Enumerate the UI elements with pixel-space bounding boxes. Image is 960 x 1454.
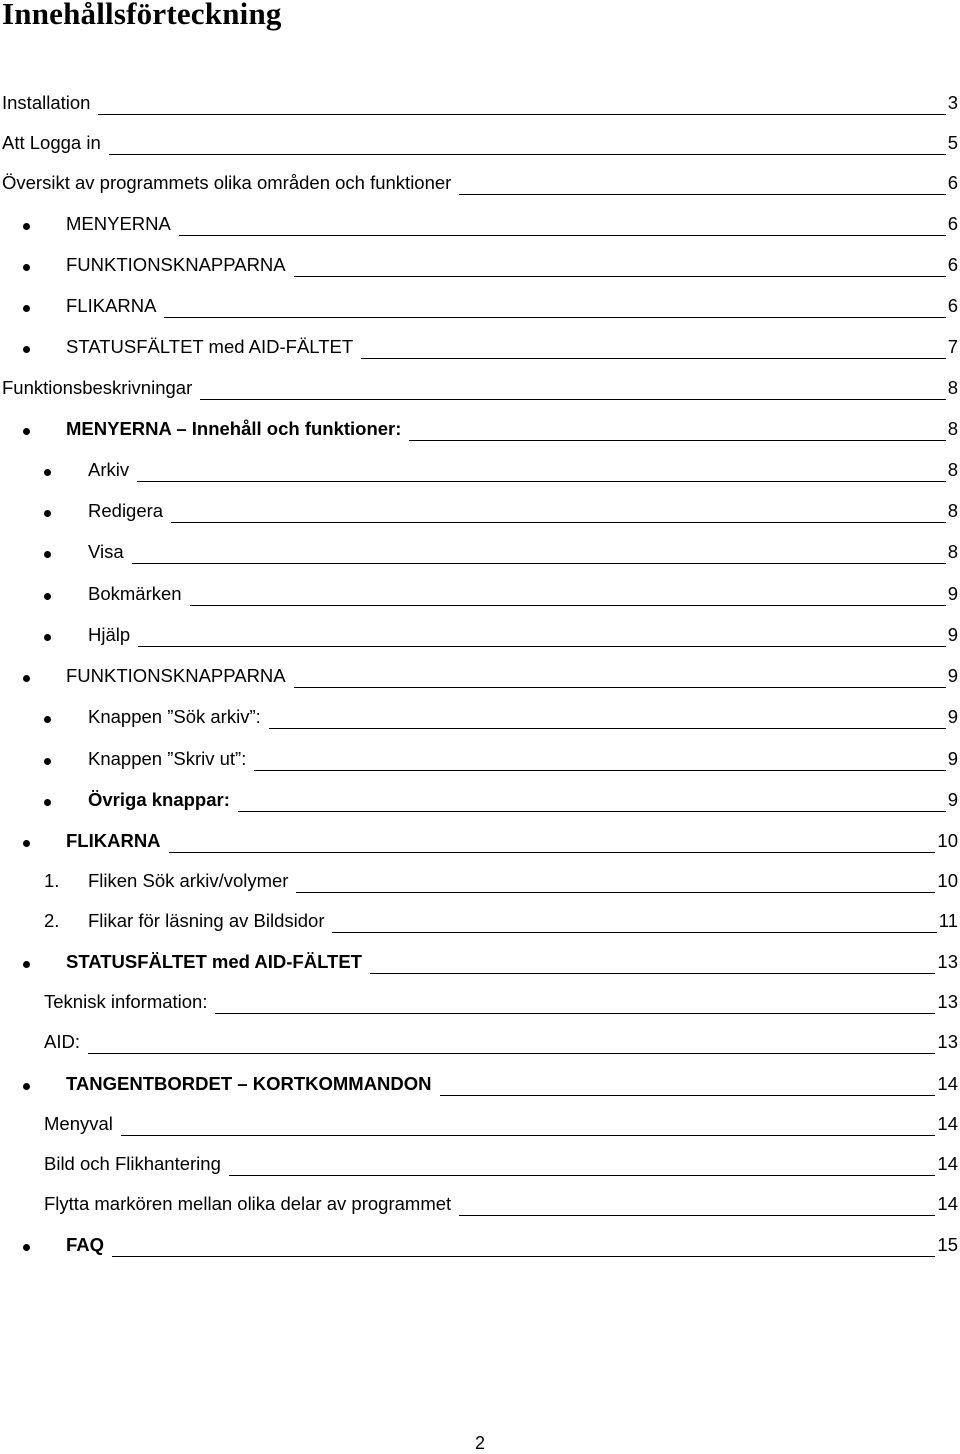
bullet-icon <box>23 840 30 847</box>
toc-leader-line <box>269 728 946 729</box>
toc-entry-number: 2. <box>44 910 60 931</box>
toc-leader-line <box>361 358 946 359</box>
toc-entry-title: Översikt av programmets olika områden och funktioner <box>2 172 452 193</box>
toc-entry-title: Övriga knappar: <box>88 789 230 810</box>
page-title: Innehållsförteckning <box>2 0 282 31</box>
toc-leader-line <box>440 1095 936 1096</box>
toc-entry-page: 11 <box>938 910 958 931</box>
toc-entry-title: Bild och Flikhantering <box>44 1153 221 1174</box>
toc-entry-page: 8 <box>947 459 958 480</box>
toc-entry[interactable] <box>0 583 960 613</box>
toc-entry-page: 9 <box>947 789 958 810</box>
toc-leader-line <box>294 276 946 277</box>
toc-entry-page: 8 <box>947 500 958 521</box>
toc-entry-title: Bokmärken <box>88 583 182 604</box>
toc-leader-line <box>112 1256 935 1257</box>
toc-entry-page: 13 <box>937 951 958 972</box>
toc-entry[interactable] <box>0 132 960 162</box>
toc-entry[interactable] <box>0 336 960 366</box>
toc-entry-page: 14 <box>937 1153 958 1174</box>
toc-entry[interactable] <box>0 92 960 122</box>
toc-entry-title: Fliken Sök arkiv/volymer <box>88 870 289 891</box>
bullet-icon <box>44 551 51 558</box>
toc-entry-page: 8 <box>947 418 958 439</box>
toc-leader-line <box>137 481 946 482</box>
toc-entry-page: 14 <box>937 1113 958 1134</box>
toc-entry-title: FUNKTIONSKNAPPARNA <box>66 665 286 686</box>
toc-entry-title: Hjälp <box>88 624 131 645</box>
toc-leader-line <box>138 646 946 647</box>
bullet-icon <box>23 675 30 682</box>
toc-entry-page: 6 <box>947 254 958 275</box>
toc-entry[interactable] <box>0 665 960 695</box>
toc-leader-line <box>88 1053 935 1054</box>
bullet-icon <box>23 264 30 271</box>
toc-entry-page: 13 <box>937 991 958 1012</box>
bullet-icon <box>23 428 30 435</box>
toc-entry-page: 5 <box>947 132 958 153</box>
toc-entry-title: FLIKARNA <box>66 295 157 316</box>
toc-entry[interactable] <box>0 870 960 900</box>
toc-entry-page: 9 <box>947 624 958 645</box>
toc-entry[interactable] <box>0 541 960 571</box>
toc-entry[interactable] <box>0 213 960 243</box>
toc-leader-line <box>238 811 946 812</box>
toc-entry[interactable] <box>0 254 960 284</box>
toc-entry[interactable] <box>0 1113 960 1143</box>
toc-leader-line <box>169 852 936 853</box>
toc-leader-line <box>409 440 945 441</box>
bullet-icon <box>44 799 51 806</box>
toc-entry-page: 13 <box>937 1031 958 1052</box>
toc-entry-title: AID: <box>44 1031 80 1052</box>
bullet-icon <box>23 1083 30 1090</box>
toc-leader-line <box>190 605 946 606</box>
bullet-icon <box>23 346 30 353</box>
toc-leader-line <box>121 1135 936 1136</box>
toc-leader-line <box>332 932 936 933</box>
toc-entry-title: Knappen ”Skriv ut”: <box>88 748 247 769</box>
toc-entry-title: FUNKTIONSKNAPPARNA <box>66 254 286 275</box>
toc-entry-page: 6 <box>947 172 958 193</box>
toc-entry[interactable] <box>0 910 960 940</box>
toc-leader-line <box>370 973 935 974</box>
bullet-icon <box>23 305 30 312</box>
toc-leader-line <box>132 563 946 564</box>
toc-entry-page: 8 <box>947 377 958 398</box>
toc-leader-line <box>171 522 946 523</box>
bullet-icon <box>44 716 51 723</box>
toc-leader-line <box>459 194 945 195</box>
toc-entry-title: Arkiv <box>88 459 130 480</box>
bullet-icon <box>23 961 30 968</box>
toc-leader-line <box>109 154 946 155</box>
toc-leader-line <box>459 1215 935 1216</box>
toc-leader-line <box>200 399 945 400</box>
toc-entry-title: Menyval <box>44 1113 113 1134</box>
toc-entry-page: 15 <box>937 1234 958 1255</box>
toc-leader-line <box>98 114 945 115</box>
toc-entry[interactable] <box>0 706 960 736</box>
toc-entry-title: Visa <box>88 541 124 562</box>
toc-entry-title: FAQ <box>66 1234 105 1255</box>
toc-entry[interactable] <box>0 377 960 407</box>
toc-entry-title: TANGENTBORDET – KORTKOMMANDON <box>66 1073 432 1094</box>
toc-entry[interactable] <box>0 748 960 778</box>
toc-entry-title: Knappen ”Sök arkiv”: <box>88 706 261 727</box>
toc-leader-line <box>254 770 945 771</box>
toc-entry-page: 6 <box>947 213 958 234</box>
bullet-icon <box>44 510 51 517</box>
toc-entry-title: Installation <box>2 92 91 113</box>
toc-entry-title: Flikar för läsning av Bildsidor <box>88 910 325 931</box>
toc-entry[interactable] <box>0 1193 960 1223</box>
toc-entry[interactable] <box>0 1031 960 1061</box>
bullet-icon <box>44 634 51 641</box>
toc-entry[interactable] <box>0 951 960 981</box>
toc-entry-title: FLIKARNA <box>66 830 161 851</box>
toc-entry-page: 9 <box>947 583 958 604</box>
toc-entry[interactable] <box>0 830 960 860</box>
toc-leader-line <box>215 1013 935 1014</box>
toc-entry[interactable] <box>0 172 960 202</box>
toc-entry[interactable] <box>0 1153 960 1183</box>
toc-entry[interactable] <box>0 624 960 654</box>
toc-entry-title: Teknisk information: <box>44 991 208 1012</box>
toc-entry-number: 1. <box>44 870 60 891</box>
toc-entry-page: 14 <box>937 1193 958 1214</box>
toc-leader-line <box>229 1175 936 1176</box>
toc-entry[interactable] <box>0 418 960 448</box>
toc-entry-title: Flytta markören mellan olika delar av programmet <box>44 1193 452 1214</box>
toc-entry-page: 9 <box>947 706 958 727</box>
bullet-icon <box>23 223 30 230</box>
toc-leader-line <box>294 687 946 688</box>
toc-leader-line <box>179 235 946 236</box>
toc-entry[interactable] <box>0 1073 960 1103</box>
toc-entry-page: 10 <box>937 870 958 891</box>
toc-entry-page: 9 <box>947 748 958 769</box>
toc-entry[interactable] <box>0 459 960 489</box>
toc-leader-line <box>164 317 945 318</box>
toc-entry-title: Funktionsbeskrivningar <box>2 377 193 398</box>
bullet-icon <box>44 469 51 476</box>
toc-entry-page: 10 <box>937 830 958 851</box>
toc-entry-page: 3 <box>947 92 958 113</box>
toc-leader-line <box>296 892 935 893</box>
bullet-icon <box>23 1244 30 1251</box>
toc-entry[interactable] <box>0 1234 960 1264</box>
bullet-icon <box>44 758 51 765</box>
toc-entry-page: 7 <box>947 336 958 357</box>
page-number: 2 <box>474 1433 485 1453</box>
toc-entry-page: 9 <box>947 665 958 686</box>
toc-entry-title: STATUSFÄLTET med AID-FÄLTET <box>66 336 354 357</box>
toc-entry-title: Att Logga in <box>2 132 101 153</box>
toc-entry[interactable] <box>0 295 960 325</box>
toc-entry-page: 14 <box>937 1073 958 1094</box>
toc-entry[interactable] <box>0 500 960 530</box>
toc-entry-page: 6 <box>947 295 958 316</box>
bullet-icon <box>44 593 51 600</box>
toc-entry-title: MENYERNA <box>66 213 171 234</box>
toc-entry-title: Redigera <box>88 500 164 521</box>
toc-entry[interactable] <box>0 991 960 1021</box>
toc-entry-page: 8 <box>947 541 958 562</box>
toc-entry-title: STATUSFÄLTET med AID-FÄLTET <box>66 951 362 972</box>
toc-entry-title: MENYERNA – Innehåll och funktioner: <box>66 418 402 439</box>
toc-entry[interactable] <box>0 789 960 819</box>
